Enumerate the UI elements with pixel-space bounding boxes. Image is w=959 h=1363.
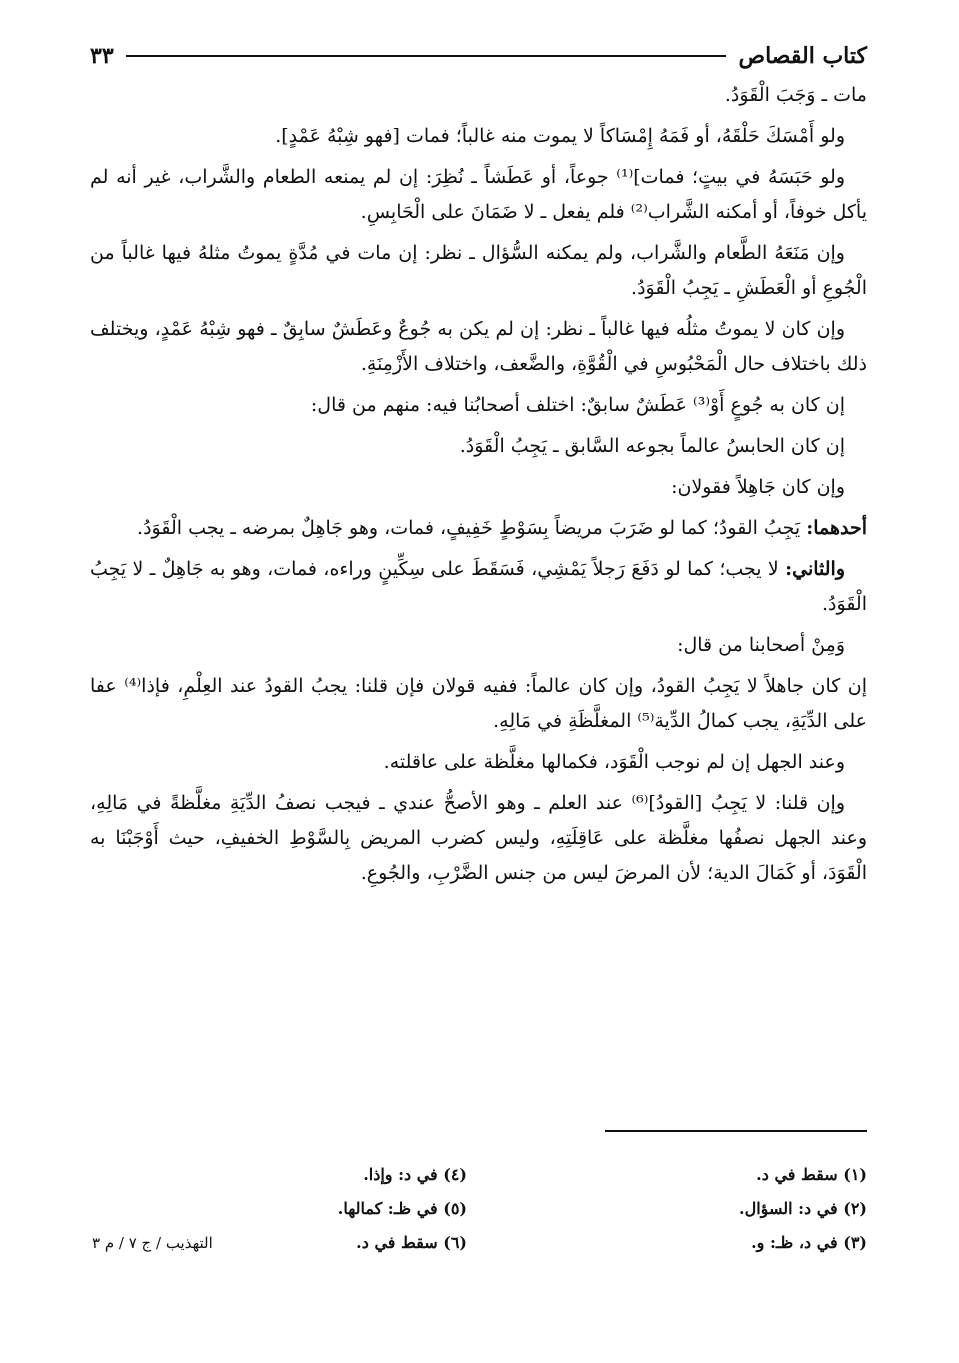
page-number: ٣٣ [90, 43, 114, 69]
footnote-column [267, 1158, 467, 1260]
paragraph: ولو أَمْسَكَ حَلْقَهُ، أو فَمَهُ إِمْسَاكاً لا يموت منه غالباً؛ فمات [فهو شِبْهُ عَمْدٍ]. [275, 125, 845, 147]
paragraph: وعند الجهل إن لم نوجب الْقَوَد، فكمالها مغلَّظة على عاقلته. [383, 751, 845, 773]
paragraph: وإن مَنَعَهُ الطَّعام والشَّراب، ولم يمكنه السُّؤال ـ نظر: إن مات في مُدَّةٍ يموتُ مثلهُ فيها غالباً من الْجُوعِ أو الْعَطَشِ ـ يَجِبُ الْقَوَدُ. [90, 242, 867, 299]
book-title: كتاب القصاص [738, 43, 867, 69]
footnote: (٢) في د: السؤال. [739, 1199, 867, 1218]
footnote-rule [605, 1130, 867, 1132]
paragraph: وإن قلنا: لا يَجِبُ [القودُ]⁽⁶⁾ عند العلم ـ وهو الأصحُّ عندي ـ فيجب نصفُ الدِّيَةِ مغلَّظةً في مَالِهِ، وعند الجهل نصفُها مغلَّظة على عَاقِلَتِهِ، وليس كضرب المريض بِالسَّوْطِ الخفيفِ، حيث أَوْجَبْنَا به الْقَوَدَ، أو كَمَالَ الدية؛ لأن المرضَ ليس من جنس الضَّرْبِ، والجُوعِ. [90, 792, 867, 884]
paragraph-text: لا يجب؛ كما لو دَفَعَ رَجلاً يَمْشِي، فَسَقَطَ على سِكِّينٍ وراءه، فمات، وهو به جَاهِلٌ ـ لا يَجِبُ الْقَوَدُ. [90, 558, 867, 615]
signature-mark: التهذيب / ج ٧ / م ٣ [92, 1234, 213, 1252]
paragraph: مات ـ وَجَبَ الْقَوَدُ. [724, 84, 867, 106]
paragraph-lead: والثاني: [785, 558, 846, 580]
paragraph: وإن كان لا يموتُ مثلُه فيها غالباً ـ نظر: إن لم يكن به جُوعٌ وعَطَشٌ سابِقٌ ـ فهو شِبْهُ عَمْدٍ، ويختلف ذلك باختلاف حال الْمَحْبُوسِ في الْقُوَّةِ، والضَّعف، واختلاف الأَزْمِنَةِ. [90, 318, 867, 375]
paragraph [90, 511, 867, 546]
paragraph: وَمِنْ أصحابنا من قال: [677, 634, 845, 656]
paragraph: ولو حَبَسَهُ في بيتٍ؛ فمات]⁽¹⁾ جوعاً، أو عَطَشاً ـ نُظِرَ: إن لم يمنعه الطعام والشَّراب، غير أنه لم يأكل خوفاً، أو أمكنه الشَّراب⁽²⁾ فلم يفعل ـ لا ضَمَانَ على الْحَابِسِ. [90, 166, 867, 223]
footnote: (١) سقط في د. [756, 1165, 867, 1184]
running-head [90, 36, 867, 76]
footnote: (٣) في د، ظـ: و. [751, 1233, 867, 1252]
header-rule [126, 55, 727, 57]
paragraph: إن كان جاهلاً لا يَجِبُ القودُ، وإن كان عالماً: ففيه قولان فإن قلنا: يجبُ القودُ عند العِلْمِ، فإذا⁽⁴⁾ عفا على الدِّيَةِ، يجب كمالُ الدِّية⁽⁵⁾ المغلَّظَةِ في مَالِهِ. [90, 675, 867, 732]
paragraph-text: يَجِبُ القودُ؛ كما لو ضَرَبَ مريضاً بِسَوْطٍ خَفِيفٍ، فمات، وهو جَاهِلٌ بمرضه ـ يجب الْقَوَدُ. [137, 517, 807, 539]
footnote: (٦) سقط في د. [356, 1233, 467, 1252]
footnote: (٥) في ظـ: كمالها. [337, 1199, 467, 1218]
paragraph [90, 552, 867, 622]
footnotes [90, 1158, 867, 1278]
paragraph: وإن كان جَاهِلاً فقولان: [671, 476, 845, 498]
footnote: (٤) في د: وإذا. [363, 1165, 467, 1184]
paragraph-lead: أحدهما: [806, 517, 867, 539]
footnote-column [667, 1158, 867, 1260]
paragraph: إن كان الحابسُ عالماً بجوعه السَّابق ـ يَجِبُ الْقَوَدُ. [459, 435, 845, 457]
paragraph: إن كان به جُوعٍ أَوْ⁽³⁾ عَطَشٌ سابقٌ: اختلف أصحابُنا فيه: منهم من قال: [310, 394, 845, 416]
main-text [90, 78, 867, 897]
